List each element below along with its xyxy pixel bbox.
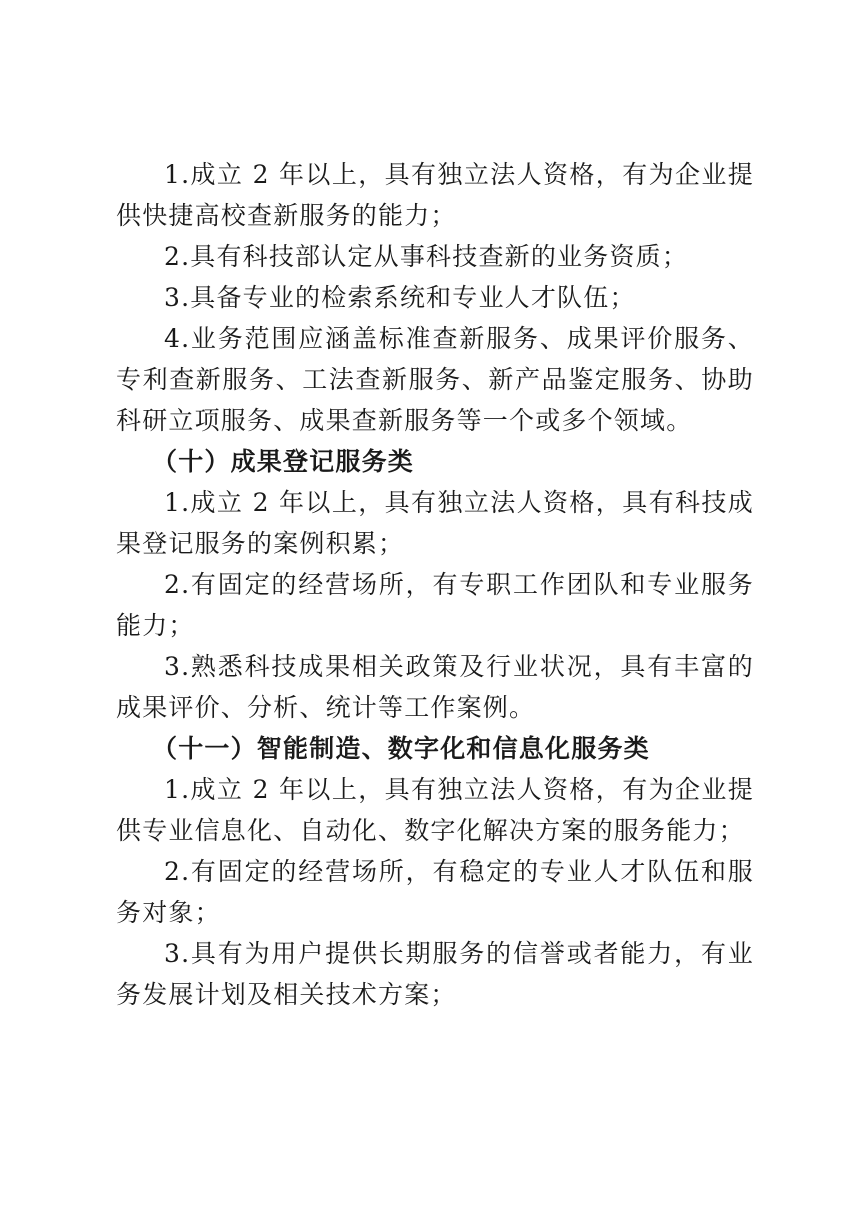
paragraph-s9-item-4: 4.业务范围应涵盖标准查新服务、成果评价服务、专利查新服务、工法查新服务、新产品鉴定服务、协助科研立项服务、成果查新服务等一个或多个领域。 — [116, 324, 754, 435]
paragraph-s10-item-1: 1.成立 2 年以上，具有独立法人资格，具有科技成果登记服务的案例积累； — [116, 488, 754, 558]
section-heading-11: （十一）智能制造、数字化和信息化服务类 — [152, 734, 650, 763]
paragraph-s9-item-2: 2.具有科技部认定从事科技查新的业务资质； — [164, 242, 689, 271]
section-heading-10: （十）成果登记服务类 — [152, 447, 415, 476]
document-body — [116, 154, 754, 1015]
paragraph-s11-item-2: 2.有固定的经营场所，有稳定的专业人才队伍和服务对象； — [116, 857, 754, 927]
paragraph-s10-item-2: 2.有固定的经营场所，有专职工作团队和专业服务能力； — [116, 570, 754, 640]
paragraph-s9-item-1: 1.成立 2 年以上，具有独立法人资格，有为企业提供快捷高校查新服务的能力； — [116, 160, 754, 230]
paragraph-s11-item-3: 3.具有为用户提供长期服务的信誉或者能力，有业务发展计划及相关技术方案； — [116, 939, 754, 1009]
paragraph-s11-item-1: 1.成立 2 年以上，具有独立法人资格，有为企业提供专业信息化、自动化、数字化解决方案的服务能力； — [116, 775, 754, 845]
paragraph-s10-item-3: 3.熟悉科技成果相关政策及行业状况，具有丰富的成果评价、分析、统计等工作案例。 — [116, 652, 754, 722]
paragraph-s9-item-3: 3.具备专业的检索系统和专业人才队伍； — [164, 283, 636, 312]
